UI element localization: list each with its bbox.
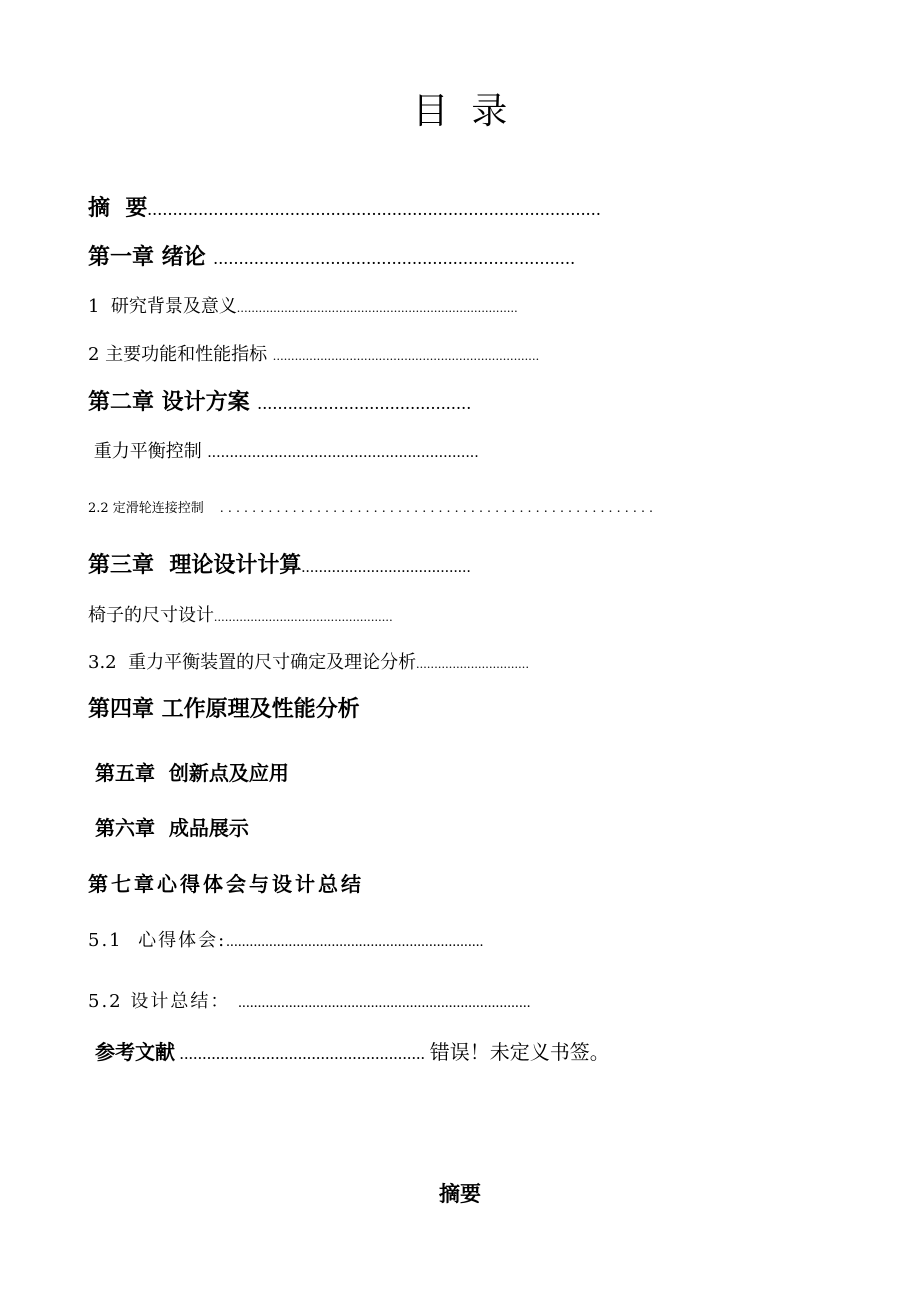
toc-entry-label: 第一章 绪论	[88, 245, 206, 270]
toc-entry-label: 1 研究背景及意义	[88, 296, 237, 317]
toc-entry-3-1[interactable]	[88, 601, 393, 632]
toc-entry-label: 第二章 设计方案	[88, 390, 250, 415]
toc-leader-dots: .........................................................................................	[147, 199, 602, 219]
toc-leader-dots: .........................................................................	[272, 348, 540, 363]
toc-entry-label: 椅子的尺寸设计	[88, 605, 214, 626]
toc-entry-chapter-4[interactable]	[88, 695, 360, 725]
toc-entry-label: 2.2 定滑轮连接控制	[88, 501, 204, 516]
toc-entry-5-1[interactable]	[88, 926, 484, 957]
toc-entry-2-2[interactable]	[88, 494, 657, 524]
toc-leader-dots: .......................................................................	[213, 248, 576, 268]
toc-entry-label: 5.1 心得体会:	[88, 930, 227, 951]
toc-entry-label: 第五章 创新点及应用	[88, 761, 289, 785]
toc-entry-label: 第七章心得体会与设计总结	[88, 872, 364, 896]
toc-entry-page-error: 错误！未定义书签。	[429, 1040, 610, 1064]
toc-entry-1-1[interactable]	[88, 292, 518, 323]
toc-entry-label: 3.2 重力平衡装置的尺寸确定及理论分析	[88, 652, 417, 673]
toc-entry-chapter-6[interactable]	[88, 813, 249, 843]
toc-entry-chapter-5[interactable]	[88, 758, 289, 788]
toc-leader-dots: .............................................................................	[236, 300, 518, 315]
abstract-heading: 摘要	[439, 1182, 481, 1206]
toc-leader-dots: .................................................	[214, 609, 393, 624]
page-title: 目 录	[412, 91, 508, 132]
toc-entry-label: 第四章 工作原理及性能分析	[88, 697, 360, 722]
toc-leader-dots: .............................................................	[207, 444, 479, 461]
toc-leader-dots: ...............................	[416, 656, 530, 671]
toc-entry-abstract[interactable]	[88, 194, 601, 224]
toc-entry-5-2[interactable]	[88, 987, 531, 1018]
toc-entry-chapter-1[interactable]	[88, 243, 575, 273]
toc-entry-chapter-2[interactable]	[88, 388, 472, 418]
toc-entry-chapter-3[interactable]	[88, 551, 471, 583]
toc-entry-label: 第三章 理论设计计算	[88, 553, 302, 578]
toc-entry-3-2[interactable]	[88, 648, 529, 679]
toc-entry-label: 重力平衡控制	[88, 441, 202, 462]
toc-leader-dots: .......................................	[301, 559, 471, 576]
toc-entry-references[interactable]	[88, 1037, 610, 1069]
toc-entry-2-1[interactable]	[88, 437, 479, 468]
toc-leader-dots: ..........................................	[257, 393, 472, 413]
toc-leader-dots: ......................................................	[203, 501, 658, 516]
toc-entry-label: 2 主要功能和性能指标	[88, 344, 268, 365]
toc-entry-1-2[interactable]	[88, 340, 539, 371]
toc-entry-label: 第六章 成品展示	[88, 816, 249, 840]
toc-entry-label: 摘 要	[88, 196, 148, 221]
toc-leader-dots: ......................................................	[174, 1044, 430, 1063]
toc-entry-label: 参考文献	[88, 1040, 175, 1064]
toc-entry-chapter-7[interactable]	[88, 869, 364, 899]
toc-entry-label: 5.2 设计总结：	[88, 991, 231, 1012]
toc-leader-dots: ..................................................................	[226, 934, 484, 950]
toc-leader-dots: ...........................................................................	[230, 995, 531, 1011]
